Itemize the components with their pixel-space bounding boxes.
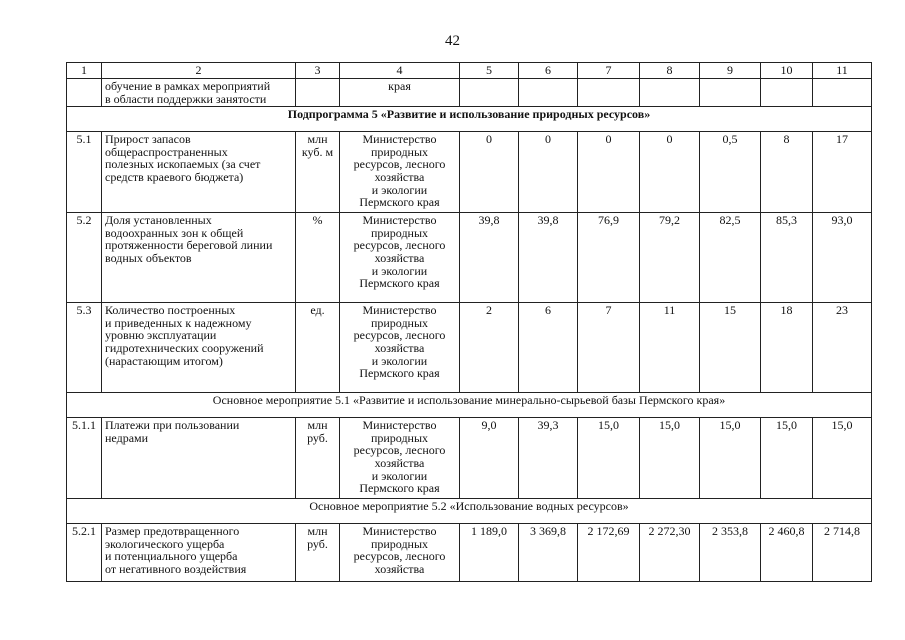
unit: % bbox=[296, 213, 340, 303]
row-number: 5.2 bbox=[67, 213, 102, 303]
responsible-org: Министерство природных ресурсов, лесного хозяйства и экологии Пермского края bbox=[340, 303, 460, 393]
value-cell: 82,5 bbox=[700, 213, 761, 303]
main-activity-row bbox=[67, 499, 872, 524]
column-number: 6 bbox=[519, 63, 578, 79]
column-number: 5 bbox=[460, 63, 519, 79]
indicator-name: Доля установленных водоохранных зон к общей протяженности береговой линии водных объектов bbox=[102, 213, 296, 303]
unit: млн куб. м bbox=[296, 132, 340, 213]
value-cell: 93,0 bbox=[813, 213, 872, 303]
value-cell: 15,0 bbox=[640, 418, 700, 499]
value-cell: 2 460,8 bbox=[761, 524, 813, 582]
unit: млн руб. bbox=[296, 418, 340, 499]
indicator-name: Прирост запасов общераспространенных полезных ископаемых (за счет средств краевого бюджета) bbox=[102, 132, 296, 213]
value-cell: 79,2 bbox=[640, 213, 700, 303]
indicator-name: Размер предотвращенного экологического ущерба и потенциального ущерба от негативного воздействия bbox=[102, 524, 296, 582]
value-cell: 23 bbox=[813, 303, 872, 393]
value-cell: 9,0 bbox=[460, 418, 519, 499]
value-cell: 15,0 bbox=[761, 418, 813, 499]
main-activity-row bbox=[67, 393, 872, 418]
table-row bbox=[67, 303, 872, 393]
value-cell: 0 bbox=[460, 132, 519, 213]
value-cell: 39,8 bbox=[460, 213, 519, 303]
value-cell: 7 bbox=[578, 303, 640, 393]
value-cell: 2 714,8 bbox=[813, 524, 872, 582]
column-number: 1 bbox=[67, 63, 102, 79]
subprogram-row bbox=[67, 107, 872, 132]
indicator-name: Количество построенных и приведенных к надежному уровню эксплуатации гидротехнических сооружений (нарастающим итогом) bbox=[102, 303, 296, 393]
value-cell: 8 bbox=[761, 132, 813, 213]
indicators-table bbox=[66, 62, 872, 582]
row-number: 5.1 bbox=[67, 132, 102, 213]
column-number: 9 bbox=[700, 63, 761, 79]
value-cell: 6 bbox=[519, 303, 578, 393]
value-cell: 15,0 bbox=[578, 418, 640, 499]
value-cell: 39,8 bbox=[519, 213, 578, 303]
value-cell: 1 189,0 bbox=[460, 524, 519, 582]
indicator-name: обучение в рамках мероприятий в области поддержки занятости bbox=[102, 79, 296, 107]
value-cell: 2 272,30 bbox=[640, 524, 700, 582]
table-row bbox=[67, 213, 872, 303]
value-cell: 76,9 bbox=[578, 213, 640, 303]
value-cell: 2 172,69 bbox=[578, 524, 640, 582]
value-cell: 2 353,8 bbox=[700, 524, 761, 582]
value-cell: 0,5 bbox=[700, 132, 761, 213]
value-cell: 0 bbox=[640, 132, 700, 213]
value-cell: 15 bbox=[700, 303, 761, 393]
responsible-org: Министерство природных ресурсов, лесного хозяйства и экологии Пермского края bbox=[340, 418, 460, 499]
responsible-org: Министерство природных ресурсов, лесного хозяйства bbox=[340, 524, 460, 582]
main-activity-title: Основное мероприятие 5.2 «Использование водных ресурсов» bbox=[67, 499, 872, 524]
responsible-org: края bbox=[340, 79, 460, 107]
responsible-org: Министерство природных ресурсов, лесного хозяйства и экологии Пермского края bbox=[340, 213, 460, 303]
table-row bbox=[67, 132, 872, 213]
continuation-row bbox=[67, 79, 872, 107]
row-number: 5.1.1 bbox=[67, 418, 102, 499]
column-number: 11 bbox=[813, 63, 872, 79]
table-row bbox=[67, 418, 872, 499]
column-number-row bbox=[67, 63, 872, 79]
value-cell: 0 bbox=[519, 132, 578, 213]
column-number: 3 bbox=[296, 63, 340, 79]
column-number: 8 bbox=[640, 63, 700, 79]
value-cell: 3 369,8 bbox=[519, 524, 578, 582]
unit: млн руб. bbox=[296, 524, 340, 582]
column-number: 4 bbox=[340, 63, 460, 79]
value-cell: 39,3 bbox=[519, 418, 578, 499]
row-number: 5.3 bbox=[67, 303, 102, 393]
row-number: 5.2.1 bbox=[67, 524, 102, 582]
value-cell: 18 bbox=[761, 303, 813, 393]
value-cell: 11 bbox=[640, 303, 700, 393]
column-number: 2 bbox=[102, 63, 296, 79]
responsible-org: Министерство природных ресурсов, лесного хозяйства и экологии Пермского края bbox=[340, 132, 460, 213]
unit: ед. bbox=[296, 303, 340, 393]
page-number: 42 bbox=[445, 33, 460, 49]
value-cell: 2 bbox=[460, 303, 519, 393]
column-number: 10 bbox=[761, 63, 813, 79]
main-activity-title: Основное мероприятие 5.1 «Развитие и использование минерально-сырьевой базы Пермского края» bbox=[67, 393, 872, 418]
column-number: 7 bbox=[578, 63, 640, 79]
value-cell: 15,0 bbox=[700, 418, 761, 499]
value-cell: 85,3 bbox=[761, 213, 813, 303]
value-cell: 17 bbox=[813, 132, 872, 213]
indicator-name: Платежи при пользовании недрами bbox=[102, 418, 296, 499]
value-cell: 0 bbox=[578, 132, 640, 213]
value-cell: 15,0 bbox=[813, 418, 872, 499]
subprogram-title: Подпрограмма 5 «Развитие и использование природных ресурсов» bbox=[67, 107, 872, 132]
table-row bbox=[67, 524, 872, 582]
